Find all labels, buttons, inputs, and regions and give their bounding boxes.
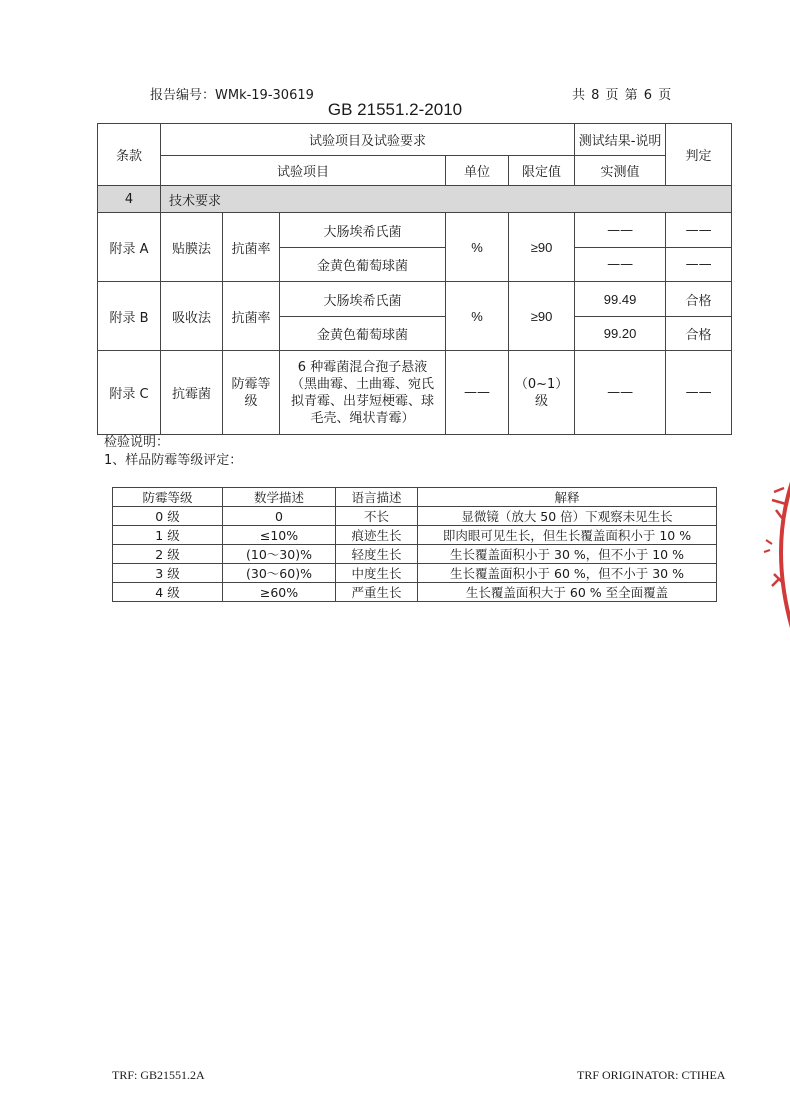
annex-c-item-line-2: 级 — [244, 393, 258, 409]
mold-grade-table — [112, 487, 717, 602]
seal-stamp — [752, 470, 790, 640]
annex-a-result-2: —— — [575, 248, 666, 282]
grade-row — [113, 507, 717, 526]
annex-b-result-2: 99.20 — [575, 317, 666, 351]
annex-c-description — [280, 351, 446, 435]
limit-header: 限定值 — [509, 156, 575, 186]
annex-c-limit — [509, 351, 575, 435]
grade-cell: 显微镜（放大 50 倍）下观察未见生长 — [418, 507, 717, 526]
annex-a-judgement-2: —— — [666, 248, 732, 282]
annex-a-judgement-1: —— — [666, 213, 732, 248]
annex-b-item: 抗菌率 — [223, 282, 280, 351]
annex-b-row-1 — [98, 282, 732, 317]
items-requirements-header: 试验项目及试验要求 — [161, 124, 575, 156]
annex-c-desc-line-1: 6 种霉菌混合孢子悬液 — [297, 359, 428, 375]
annex-b-judgement-2: 合格 — [666, 317, 732, 351]
header-row-1 — [98, 124, 732, 156]
result-header: 测试结果-说明 — [575, 124, 666, 156]
annex-c-item — [223, 351, 280, 435]
unit-header: 单位 — [446, 156, 509, 186]
section-row — [98, 186, 732, 213]
annex-c-row — [98, 351, 732, 435]
annex-b-clause: 附录 B — [98, 282, 161, 351]
footer-trf: TRF: GB21551.2A — [112, 1068, 205, 1082]
grade-header-cell: 防霉等级 — [113, 488, 223, 507]
item-header: 试验项目 — [161, 156, 446, 186]
grade-cell: 0 级 — [113, 507, 223, 526]
grade-cell: 3 级 — [113, 564, 223, 583]
grade-header-cell: 数学描述 — [223, 488, 336, 507]
annex-a-limit: ≥90 — [509, 213, 575, 282]
footer-originator: TRF ORIGINATOR: CTIHEA — [577, 1068, 726, 1082]
annex-c-limit-line-1: （0~1） — [514, 376, 569, 392]
annex-a-clause: 附录 A — [98, 213, 161, 282]
annex-c-desc-line-3: 拟青霉、出芽短梗霉、球 — [290, 393, 434, 409]
test-results-table — [97, 123, 732, 435]
judgement-header: 判定 — [666, 124, 732, 186]
annex-b-unit: % — [446, 282, 509, 351]
annex-c-limit-line-2: 级 — [535, 393, 549, 409]
annex-a-unit: % — [446, 213, 509, 282]
report-number: 报告编号：WMk-19-30619 — [150, 88, 314, 103]
grade-cell: 生长覆盖面积小于 30 %，但不小于 10 % — [418, 545, 717, 564]
grade-cell: 1 级 — [113, 526, 223, 545]
grade-cell: 生长覆盖面积大于 60 % 至全面覆盖 — [418, 583, 717, 602]
annex-b-organism-1: 大肠埃希氏菌 — [280, 282, 446, 317]
grade-cell: (30～60)% — [223, 564, 336, 583]
annex-b-organism-2: 金黄色葡萄球菌 — [280, 317, 446, 351]
grade-cell: 4 级 — [113, 583, 223, 602]
measured-header: 实测值 — [575, 156, 666, 186]
grade-row — [113, 545, 717, 564]
grade-cell: 生长覆盖面积小于 60 %，但不小于 30 % — [418, 564, 717, 583]
annex-c-item-line-1: 防霉等 — [231, 376, 271, 392]
annex-c-clause: 附录 C — [98, 351, 161, 435]
annex-b-limit: ≥90 — [509, 282, 575, 351]
grade-row — [113, 583, 717, 602]
section-number: 4 — [98, 186, 161, 213]
grade-cell: 0 — [223, 507, 336, 526]
grade-cell: 即肉眼可见生长，但生长覆盖面积小于 10 % — [418, 526, 717, 545]
standard-title: GB 21551.2-2010 — [327, 100, 463, 119]
grade-cell: 中度生长 — [336, 564, 418, 583]
grade-row — [113, 526, 717, 545]
annex-a-result-1: —— — [575, 213, 666, 248]
annex-c-method: 抗霉菌 — [161, 351, 223, 435]
grade-cell: 2 级 — [113, 545, 223, 564]
grade-cell: 严重生长 — [336, 583, 418, 602]
annex-c-desc-line-4: 毛壳、绳状青霉） — [310, 410, 415, 426]
annex-c-result: —— — [575, 351, 666, 435]
annex-c-unit: —— — [446, 351, 509, 435]
header-row-2 — [98, 156, 732, 186]
grade-header-row — [113, 488, 717, 507]
grade-cell: 不长 — [336, 507, 418, 526]
section-title: 技术要求 — [161, 186, 732, 213]
annex-a-organism-2: 金黄色葡萄球菌 — [280, 248, 446, 282]
annex-b-result-1: 99.49 — [575, 282, 666, 317]
grade-header-cell: 解释 — [418, 488, 717, 507]
page-info: 共 8 页 第 6 页 — [572, 88, 673, 103]
annex-c-desc-line-2: （黑曲霉、土曲霉、宛氏 — [290, 376, 434, 392]
notes-title: 检验说明： — [104, 435, 170, 450]
grade-cell: ≥60% — [223, 583, 336, 602]
grade-cell: 痕迹生长 — [336, 526, 418, 545]
grade-row — [113, 564, 717, 583]
annex-c-judgement: —— — [666, 351, 732, 435]
grade-header-cell: 语言描述 — [336, 488, 418, 507]
grade-cell: ≤10% — [223, 526, 336, 545]
annex-a-method: 贴膜法 — [161, 213, 223, 282]
annex-a-row-1 — [98, 213, 732, 248]
annex-a-organism-1: 大肠埃希氏菌 — [280, 213, 446, 248]
grade-cell: (10～30)% — [223, 545, 336, 564]
clause-header: 条款 — [98, 124, 161, 186]
annex-b-method: 吸收法 — [161, 282, 223, 351]
notes-item-1: 1、样品防霉等级评定： — [104, 453, 243, 468]
grade-cell: 轻度生长 — [336, 545, 418, 564]
annex-a-item: 抗菌率 — [223, 213, 280, 282]
inspection-notes — [104, 434, 242, 470]
annex-b-judgement-1: 合格 — [666, 282, 732, 317]
